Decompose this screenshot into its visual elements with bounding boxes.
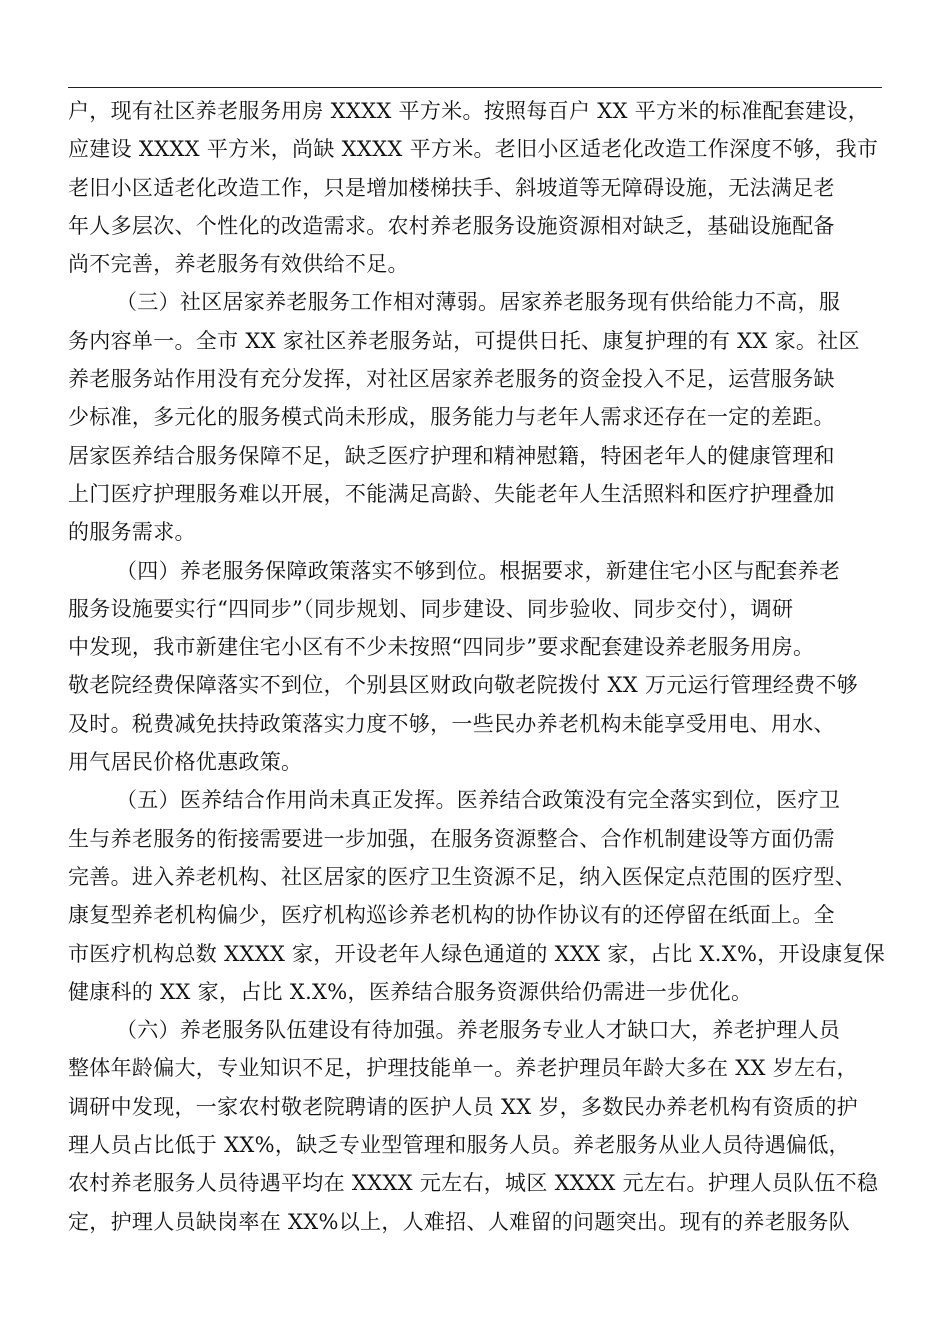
text-line: 健康科的 XX 家，占比 X.X%，医养结合服务资源供给仍需进一步优化。	[68, 979, 753, 1004]
text-line: 户，现有社区养老服务用房 XXXX 平方米。按照每百户 XX 平方米的标准配套建设，	[68, 99, 869, 123]
document-body	[68, 92, 898, 1241]
text-line: 老旧小区适老化改造工作，只是增加楼梯扶手、斜坡道等无障碍设施，无法满足老	[68, 175, 835, 200]
text-line: 整体年龄偏大，专业知识不足，护理技能单一。养老护理员年龄大多在 XX 岁左右，	[68, 1056, 858, 1081]
text-line: 养老服务站作用没有充分发挥，对社区居家养老服务的资金投入不足，运营服务缺	[68, 367, 835, 392]
paragraph-first-line: （四）养老服务保障政策落实不够到位。根据要求，新建住宅小区与配套养老	[116, 558, 841, 583]
text-line: 尚不完善，养老服务有效供给不足。	[68, 252, 409, 277]
header-rule	[68, 87, 882, 88]
text-line: 敬老院经费保障落实不到位，个别县区财政向敬老院拨付 XX 万元运行管理经费不够	[68, 673, 858, 698]
text-line: 中发现，我市新建住宅小区有不少未按照“四同步”要求配套建设养老服务用房。	[68, 635, 815, 660]
text-line: 理人员占比低于 XX%，缺乏专业型管理和服务人员。养老服务从业人员待遇偏低，	[68, 1133, 850, 1158]
text-line: 用气居民价格优惠政策。	[68, 750, 303, 775]
text-line: 的服务需求。	[68, 520, 196, 545]
text-line: 及时。税费减免扶持政策落实力度不够，一些民办养老机构未能享受用电、用水、	[68, 711, 835, 736]
text-line: 调研中发现，一家农村敬老院聘请的医护人员 XX 岁，多数民办养老机构有资质的护	[68, 1094, 858, 1119]
text-line: 康复型养老机构偏少，医疗机构巡诊养老机构的协作协议有的还停留在纸面上。全	[68, 903, 835, 928]
text-line: 上门医疗护理服务难以开展，不能满足高龄、失能老年人生活照料和医疗护理叠加	[68, 481, 835, 506]
text-line: 务内容单一。全市 XX 家社区养老服务站，可提供日托、康复护理的有 XX 家。社区	[68, 328, 860, 353]
paragraph-first-line: （五）医养结合作用尚未真正发挥。医养结合政策没有完全落实到位，医疗卫	[116, 788, 841, 813]
text-line: 农村养老服务人员待遇平均在 XXXX 元左右，城区 XXXX 元左右。护理人员队伍不稳	[68, 1171, 879, 1196]
text-line: 居家医养结合服务保障不足，缺乏医疗护理和精神慰籍，特困老年人的健康管理和	[68, 443, 835, 468]
text-line: 市医疗机构总数 XXXX 家，开设老年人绿色通道的 XXX 家，占比 X.X%，开设康复保	[68, 941, 886, 966]
text-line: 应建设 XXXX 平方米，尚缺 XXXX 平方米。老旧小区适老化改造工作深度不够，我市	[68, 137, 879, 162]
paragraph-first-line: （三）社区居家养老服务工作相对薄弱。居家养老服务现有供给能力不高，服	[116, 290, 841, 315]
text-line: 年人多层次、个性化的改造需求。农村养老服务设施资源相对缺乏，基础设施配备	[68, 213, 835, 238]
text-line: 完善。进入养老机构、社区居家的医疗卫生资源不足，纳入医保定点范围的医疗型、	[68, 864, 857, 889]
text-line: 少标准，多元化的服务模式尚未形成，服务能力与老年人需求还存在一定的差距。	[68, 405, 835, 430]
text-line: 定，护理人员缺岗率在 XX%以上，人难招、人难留的问题突出。现有的养老服务队	[68, 1209, 850, 1234]
paragraph-first-line: （六）养老服务队伍建设有待加强。养老服务专业人才缺口大，养老护理人员	[116, 1018, 841, 1043]
text-line: 服务设施要实行“四同步”（同步规划、同步建设、同步验收、同步交付），调研	[68, 596, 794, 621]
text-line: 生与养老服务的衔接需要进一步加强，在服务资源整合、合作机制建设等方面仍需	[68, 826, 835, 851]
